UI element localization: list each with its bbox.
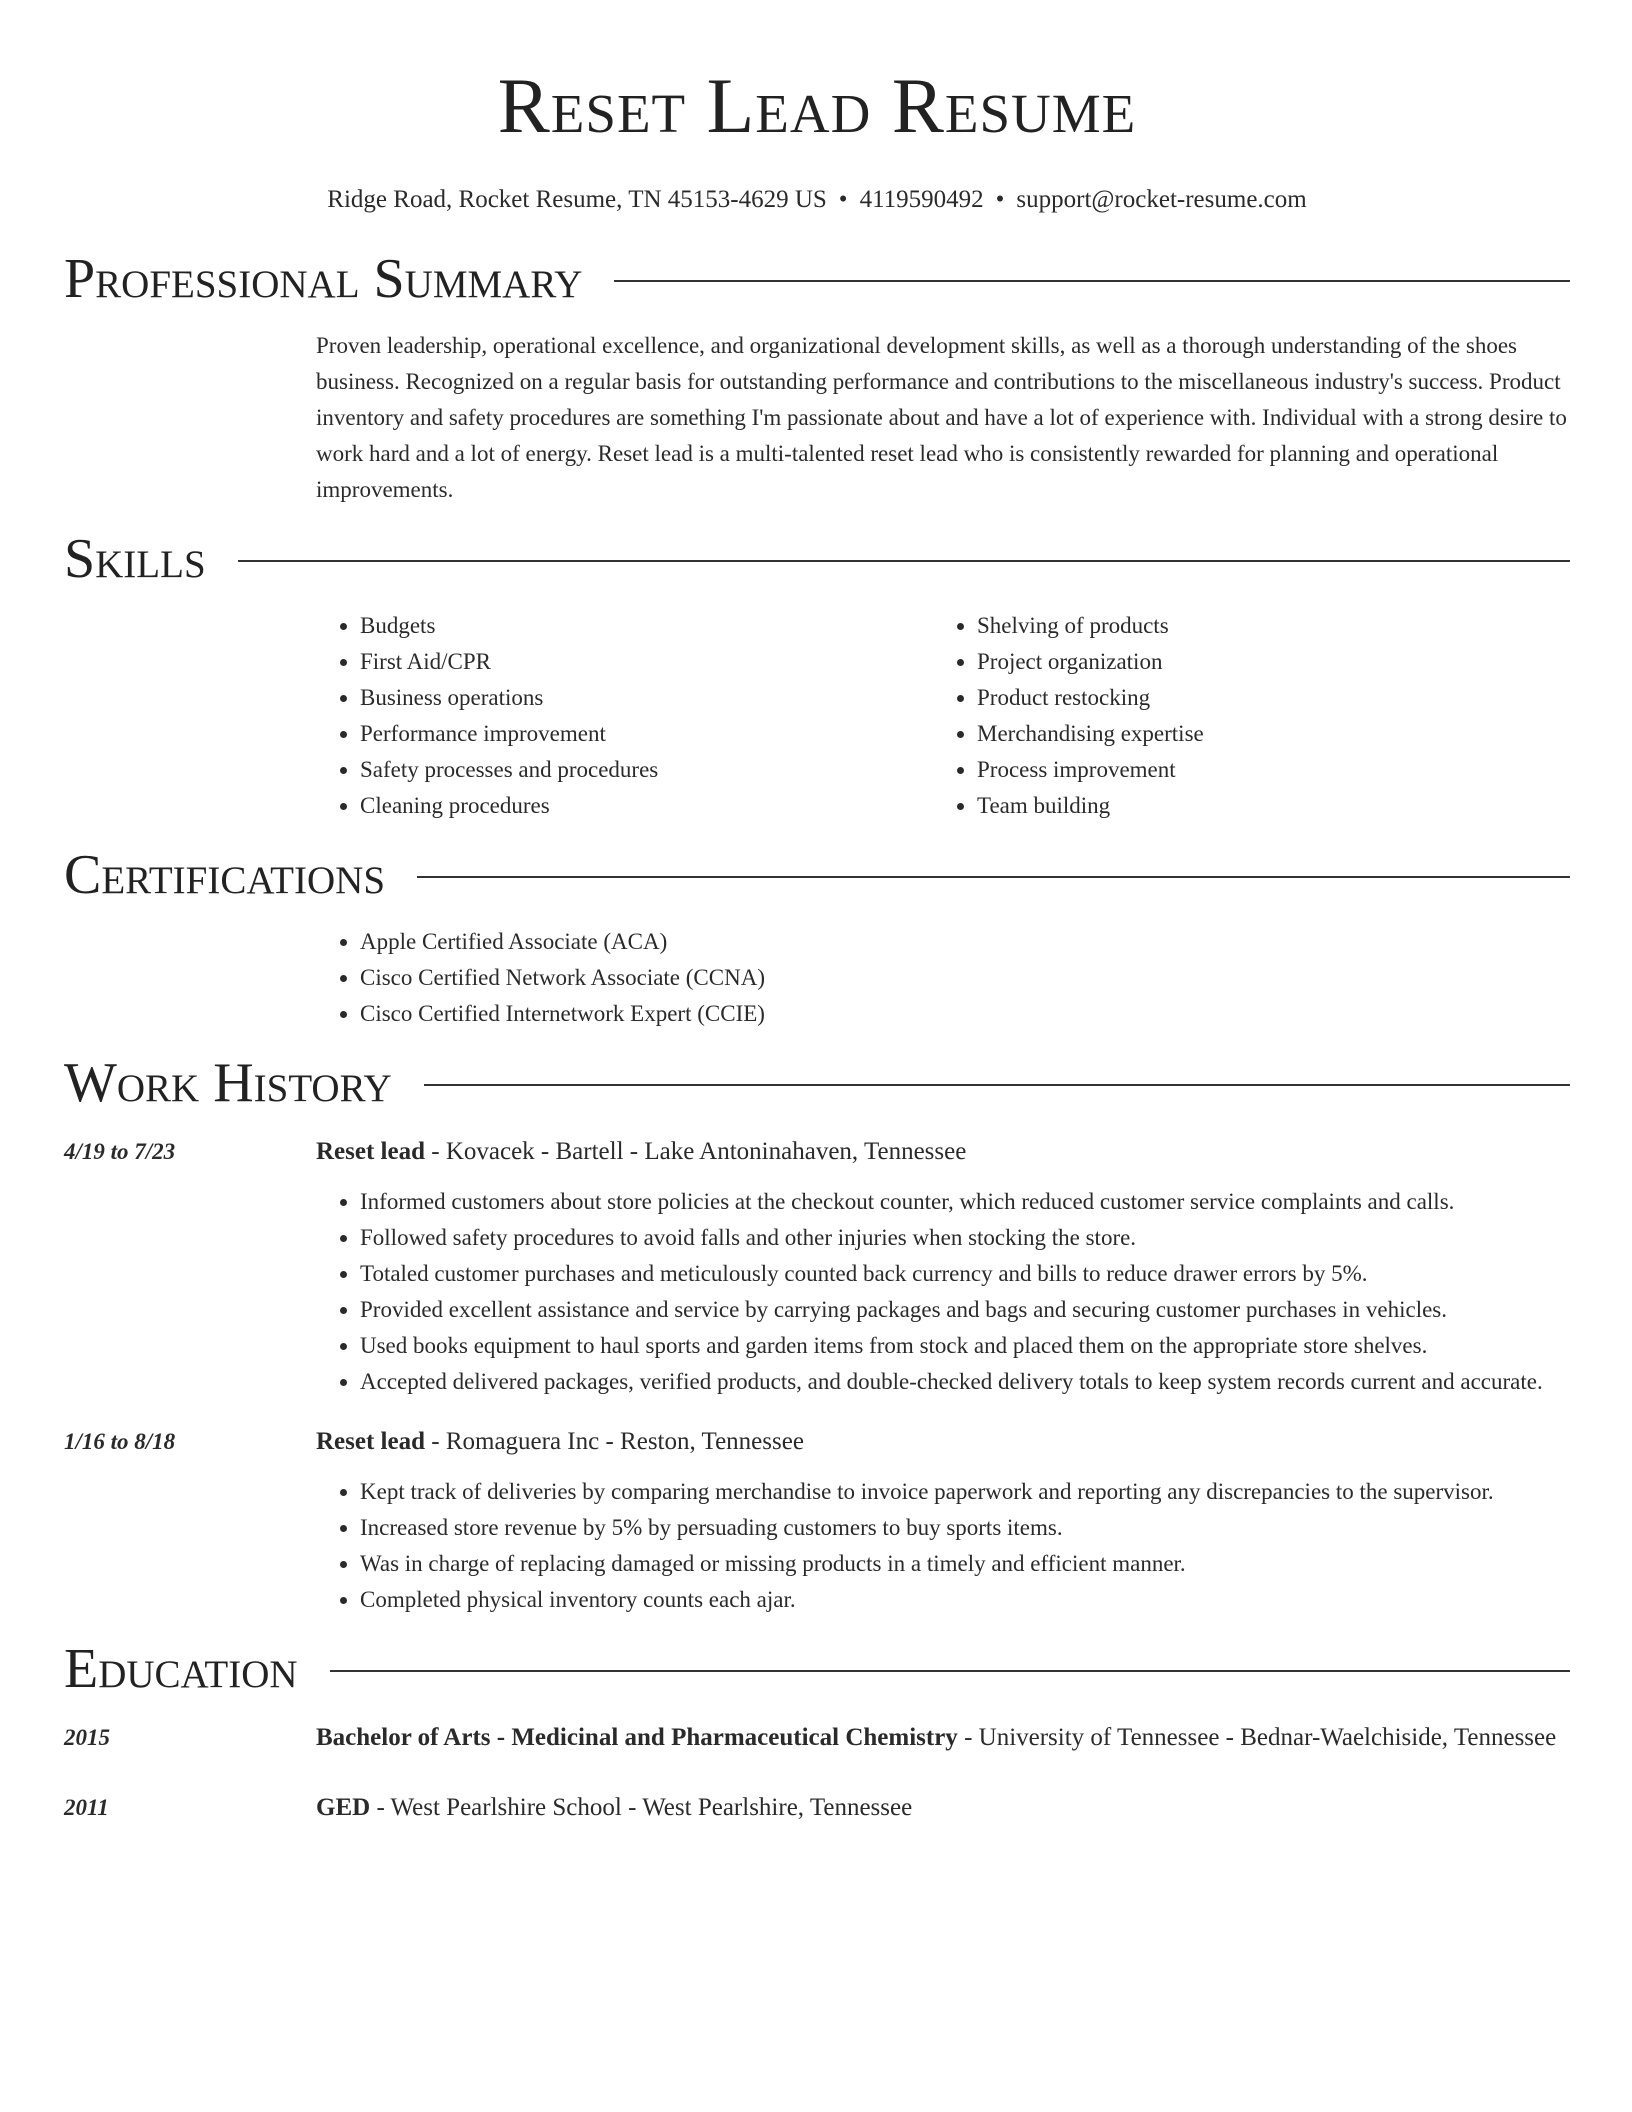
contact-line: [64, 184, 1570, 216]
work-heading: [64, 1048, 1570, 1118]
skill-item: • Product restocking: [977, 680, 1550, 716]
skill-item: • Business operations: [360, 680, 933, 716]
education-degree: GED: [316, 1794, 371, 1821]
certifications-title: Certifications: [64, 844, 386, 906]
contact-phone: 4119590492: [859, 186, 984, 213]
summary-text: Proven leadership, operational excellence, and organizational development skills, as well as a thorough understanding of the shoes business. Recognized on a regular basis for outstanding performance and contributions to the miscellaneous industry's success. Product inventory and safety procedures are something I'm passionate about and have a lot of experience with. Individual with a strong desire to work hard and a lot of energy. Reset lead is a multi-talented reset lead who is consistently rewarded for planning and operational improvements.: [316, 333, 1567, 502]
certifications-heading: [64, 840, 1570, 910]
education-year: 2015: [64, 1725, 110, 1750]
summary-title: Professional Summary: [64, 248, 583, 310]
education-details: [316, 1788, 1570, 1828]
skills-column-right: [933, 608, 1550, 824]
job-bullet: • Kept track of deliveries by comparing merchandise to invoice paperwork and reporting any discrepancies to the supervisor.: [360, 1474, 1570, 1510]
job-role: Reset lead: [316, 1428, 425, 1455]
education-heading: [64, 1634, 1570, 1704]
certification-item: • Cisco Certified Internetwork Expert (CCIE): [360, 996, 1570, 1032]
contact-email: support@rocket-resume.com: [1016, 186, 1307, 213]
job-bullet: • Used books equipment to haul sports and garden items from stock and placed them on the appropriate store shelves.: [360, 1328, 1570, 1364]
skill-item: • Process improvement: [977, 752, 1550, 788]
job-bullet: • Completed physical inventory counts each ajar.: [360, 1582, 1570, 1618]
job-entry: [64, 1132, 1570, 1400]
education-degree: Bachelor of Arts - Medicinal and Pharmaceutical Chemistry: [316, 1724, 958, 1751]
skill-item: • Safety processes and procedures: [360, 752, 933, 788]
education-year: 2011: [64, 1795, 109, 1820]
work-section: [64, 1048, 1570, 1618]
section-divider: [614, 280, 1570, 282]
education-header: [316, 1718, 1570, 1758]
skill-item: • Team building: [977, 788, 1550, 824]
job-dates: 4/19 to 7/23: [64, 1139, 176, 1164]
summary-heading: [64, 244, 1570, 314]
skill-item: • Performance improvement: [360, 716, 933, 752]
job-header: [316, 1132, 1570, 1172]
skill-item: • Project organization: [977, 644, 1550, 680]
certifications-body: [316, 924, 1570, 1032]
skill-item: • Cleaning procedures: [360, 788, 933, 824]
skills-list-right: [933, 608, 1550, 824]
education-title: Education: [64, 1638, 298, 1700]
job-bullet: • Accepted delivered packages, verified products, and double-checked delivery totals to keep system records current and accurate.: [360, 1364, 1570, 1400]
job-entry: [64, 1422, 1570, 1618]
job-employer: - Kovacek - Bartell - Lake Antoninahaven, Tennessee: [425, 1138, 967, 1165]
job-bullet: • Provided excellent assistance and service by carrying packages and bags and securing customer purchases in vehicles.: [360, 1292, 1570, 1328]
section-divider: [330, 1670, 1570, 1672]
section-divider: [417, 876, 1570, 878]
skills-column-left: [316, 608, 933, 824]
education-header: [316, 1788, 1570, 1828]
education-school: - West Pearlshire School - West Pearlshire, Tennessee: [370, 1794, 913, 1821]
education-school: - University of Tennessee - Bednar-Waelchiside, Tennessee: [957, 1724, 1557, 1751]
skills-section: [64, 524, 1570, 824]
job-header: [316, 1422, 1570, 1462]
job-details: [316, 1132, 1570, 1400]
work-title: Work History: [64, 1052, 392, 1114]
job-role: Reset lead: [316, 1138, 425, 1165]
education-section: [64, 1634, 1570, 1828]
contact-separator: •: [995, 186, 1005, 213]
job-employer: - Romaguera Inc - Reston, Tennessee: [425, 1428, 804, 1455]
job-bullet: • Was in charge of replacing damaged or missing products in a timely and efficient manner.: [360, 1546, 1570, 1582]
contact-address: Ridge Road, Rocket Resume, TN 45153-4629 US: [327, 186, 827, 213]
certification-item: • Apple Certified Associate (ACA): [360, 924, 1570, 960]
certifications-section: [64, 840, 1570, 1032]
resume-name: Reset Lead Resume: [497, 62, 1137, 149]
skills-grid: [316, 608, 1570, 824]
skill-item: • Shelving of products: [977, 608, 1550, 644]
skills-title: Skills: [64, 528, 206, 590]
job-bullets: [316, 1474, 1570, 1618]
job-bullets: [316, 1184, 1570, 1400]
skill-item: • Merchandising expertise: [977, 716, 1550, 752]
contact-separator: •: [838, 186, 848, 213]
certifications-list: [316, 924, 1570, 1032]
certification-item: • Cisco Certified Network Associate (CCNA): [360, 960, 1570, 996]
skill-item: • First Aid/CPR: [360, 644, 933, 680]
job-bullet: • Totaled customer purchases and meticulously counted back currency and bills to reduce drawer errors by 5%.: [360, 1256, 1570, 1292]
job-details: [316, 1422, 1570, 1618]
section-divider: [238, 560, 1570, 562]
job-bullet: • Increased store revenue by 5% by persuading customers to buy sports items.: [360, 1510, 1570, 1546]
section-divider: [424, 1084, 1570, 1086]
job-dates: 1/16 to 8/18: [64, 1429, 176, 1454]
summary-section: [64, 244, 1570, 508]
skills-heading: [64, 524, 1570, 594]
skill-item: • Budgets: [360, 608, 933, 644]
education-entry: [64, 1788, 1570, 1828]
education-details: [316, 1718, 1570, 1758]
skills-list-left: [316, 608, 933, 824]
job-bullet: • Informed customers about store policies at the checkout counter, which reduced customer service complaints and calls.: [360, 1184, 1570, 1220]
education-entry: [64, 1718, 1570, 1758]
job-bullet: • Followed safety procedures to avoid falls and other injuries when stocking the store.: [360, 1220, 1570, 1256]
